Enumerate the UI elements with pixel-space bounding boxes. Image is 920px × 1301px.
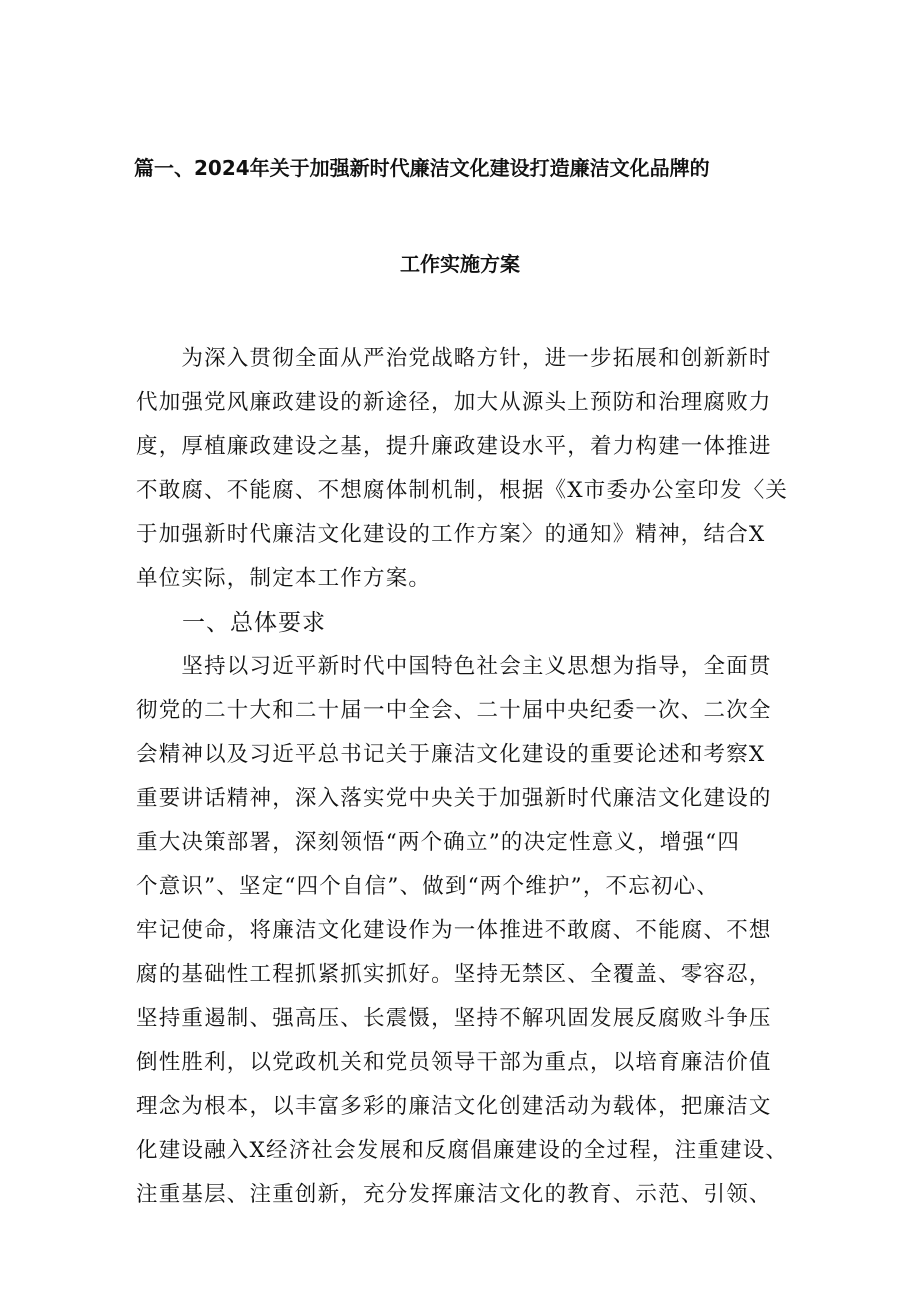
paragraph-line: 坚持以习近平新时代中国特色社会主义思想为指导，全面贯 [136,654,772,679]
paragraph-line: 会精神以及习近平总书记关于廉洁文化建设的重要论述和考察X [136,742,766,767]
document-title-line-1: 篇一、2024年关于加强新时代廉洁文化建设打造廉洁文化品牌的 [134,156,710,180]
paragraph-line: 代加强党风廉政建设的新途径，加大从源头上预防和治理腐败力 [136,390,772,415]
paragraph-line: 度，厚植廉政建设之基，提升廉政建设水平，着力构建一体推进 [136,434,772,459]
paragraph-line: 倒性胜利，以党政机关和党员领导干部为重点，以培育廉洁价值 [136,1050,772,1075]
paragraph-line: 为深入贯彻全面从严治党战略方针，进一步拓展和创新新时 [136,346,772,371]
paragraph-line: 于加强新时代廉洁文化建设的工作方案〉的通知》精神，结合X [136,522,766,547]
document-title-line-2: 工作实施方案 [400,252,520,276]
paragraph-line: 重大决策部署，深刻领悟“两个确立”的决定性意义，增强“四 [136,830,741,855]
paragraph-line: 彻党的二十大和二十届一中全会、二十届中央纪委一次、二次全 [136,698,772,723]
paragraph-line: 腐的基础性工程抓紧抓实抓好。坚持无禁区、全覆盖、零容忍， [136,962,772,987]
paragraph-line: 注重基层、注重创新，充分发挥廉洁文化的教育、示范、引领、 [136,1182,772,1207]
paragraph-line: 化建设融入X经济社会发展和反腐倡廉建设的全过程，注重建设、 [136,1138,789,1163]
paragraph-line: 单位实际，制定本工作方案。 [136,566,432,591]
paragraph-line: 个意识”、坚定“四个自信”、做到“两个维护”，不忘初心、 [136,874,720,899]
paragraph-line: 理念为根本，以丰富多彩的廉洁文化创建活动为载体，把廉洁文 [136,1094,772,1119]
paragraph-line: 牢记使命，将廉洁文化建设作为一体推进不敢腐、不能腐、不想 [136,918,772,943]
paragraph-line: 重要讲话精神，深入落实党中央关于加强新时代廉洁文化建设的 [136,786,772,811]
section-heading: 一、总体要求 [182,610,326,636]
paragraph-line: 坚持重遏制、强高压、长震慑，坚持不解巩固发展反腐败斗争压 [136,1006,772,1031]
paragraph-line: 不敢腐、不能腐、不想腐体制机制，根据《X市委办公室印发〈关 [136,478,789,503]
